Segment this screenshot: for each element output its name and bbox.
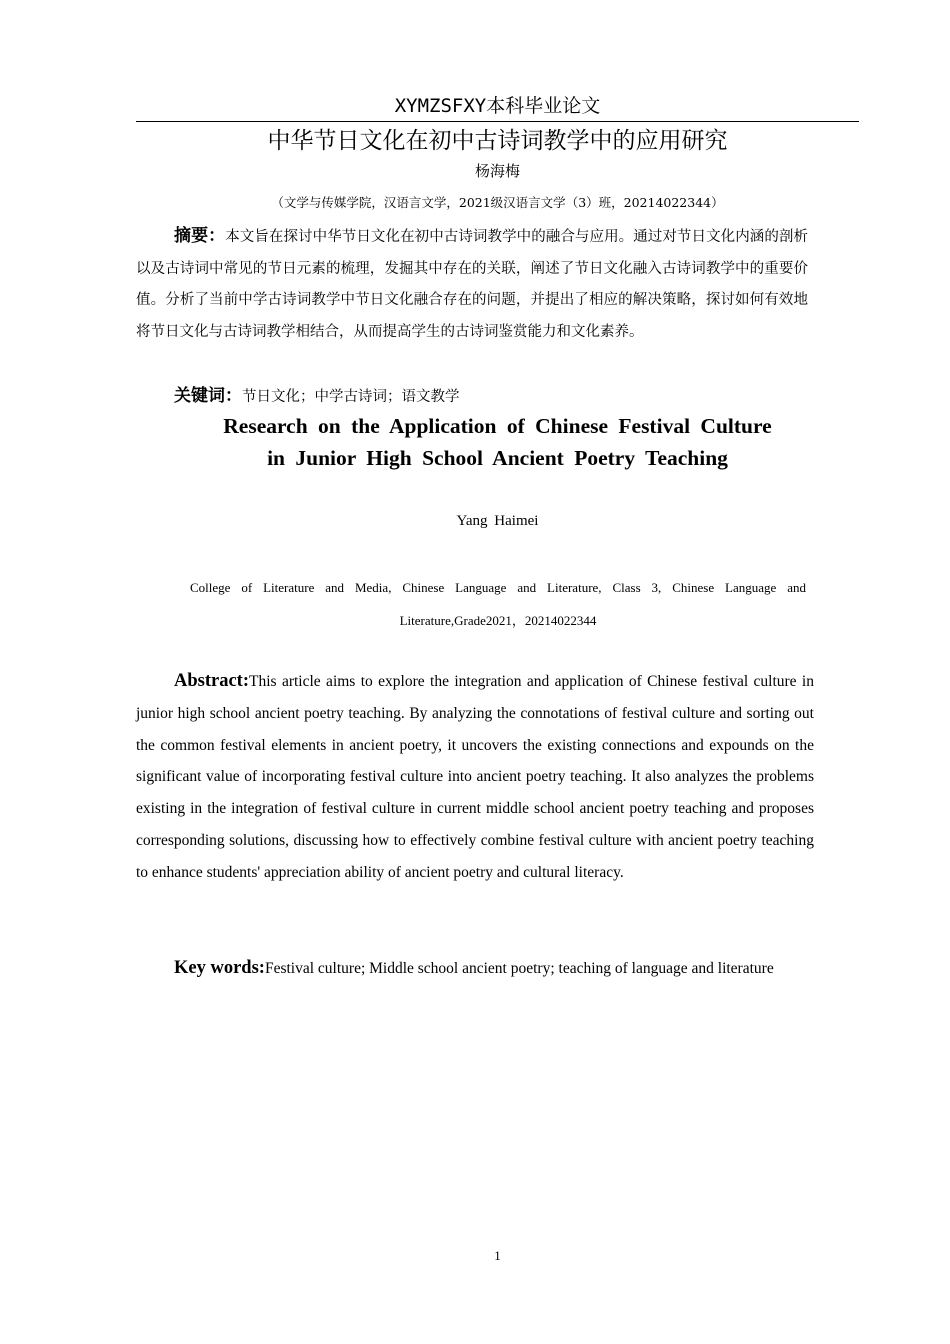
english-author: Yang Haimei [456,513,539,529]
english-title [136,410,859,474]
chinese-abstract-text: 本文旨在探讨中华节日文化在初中古诗词教学中的融合与应用。通过对节日文化内涵的剖析以及古诗词中常见的节日元素的梳理，发掘其中存在的关联，阐述了节日文化融入古诗词教学中的重要价值。分析了当前中学古诗词教学中节日文化融合存在的问题，并提出了相应的解决策略，探讨如何有效地将节日文化与古诗词教学相结合，从而提高学生的古诗词鉴赏能力和文化素养。 [136,229,809,340]
chinese-keywords-text: 节日文化；中学古诗词；语文教学 [242,389,460,405]
chinese-author: 杨海梅 [474,162,520,180]
chinese-abstract-label: 摘要： [174,226,226,246]
page-number: 1 [494,1248,501,1263]
english-abstract-label: Abstract: [174,671,250,691]
chinese-affiliation: （文学与传媒学院，汉语言文学，2021级汉语言文学（3）班，20214022344） [271,195,724,210]
english-keywords-text: Festival culture; Middle school ancient poetry; teaching of language and literature [264,960,774,977]
chinese-keywords [136,381,808,412]
english-affiliation: College of Literature and Media, Chinese Language and Literature, Class 3, Chinese Language and Literature,Grade2021，20214022344 [190,580,806,628]
english-title-line-2: in Junior High School Ancient Poetry Teaching [267,446,728,470]
chinese-abstract [136,221,808,348]
english-abstract [136,666,814,889]
chinese-keywords-label: 关键词： [174,386,242,406]
chinese-title: 中华节日文化在初中古诗词教学中的应用研究 [267,128,728,154]
running-header: XYMZSFXY本科毕业论文 [394,95,601,117]
english-keywords-label: Key words: [174,958,265,978]
header-divider [136,121,859,122]
english-keywords [136,953,814,985]
english-title-line-1: Research on the Application of Chinese Festival Culture [223,414,772,438]
english-abstract-text: This article aims to explore the integration and application of Chinese festival culture in junior high school ancient poetry teaching. By analyzing the connotations of festival culture and sorting out the common festival elements in ancient poetry, it uncovers the existing connections and expounds on the significant value of incorporating festival culture into ancient poetry teaching. It also analyzes the problems existing in the integration of festival culture in current middle school ancient poetry teaching and proposes corresponding solutions, discussing how to effectively combine festival culture with ancient poetry teaching to enhance students' appreciation ability of ancient poetry and cultural literacy. [136,673,814,881]
